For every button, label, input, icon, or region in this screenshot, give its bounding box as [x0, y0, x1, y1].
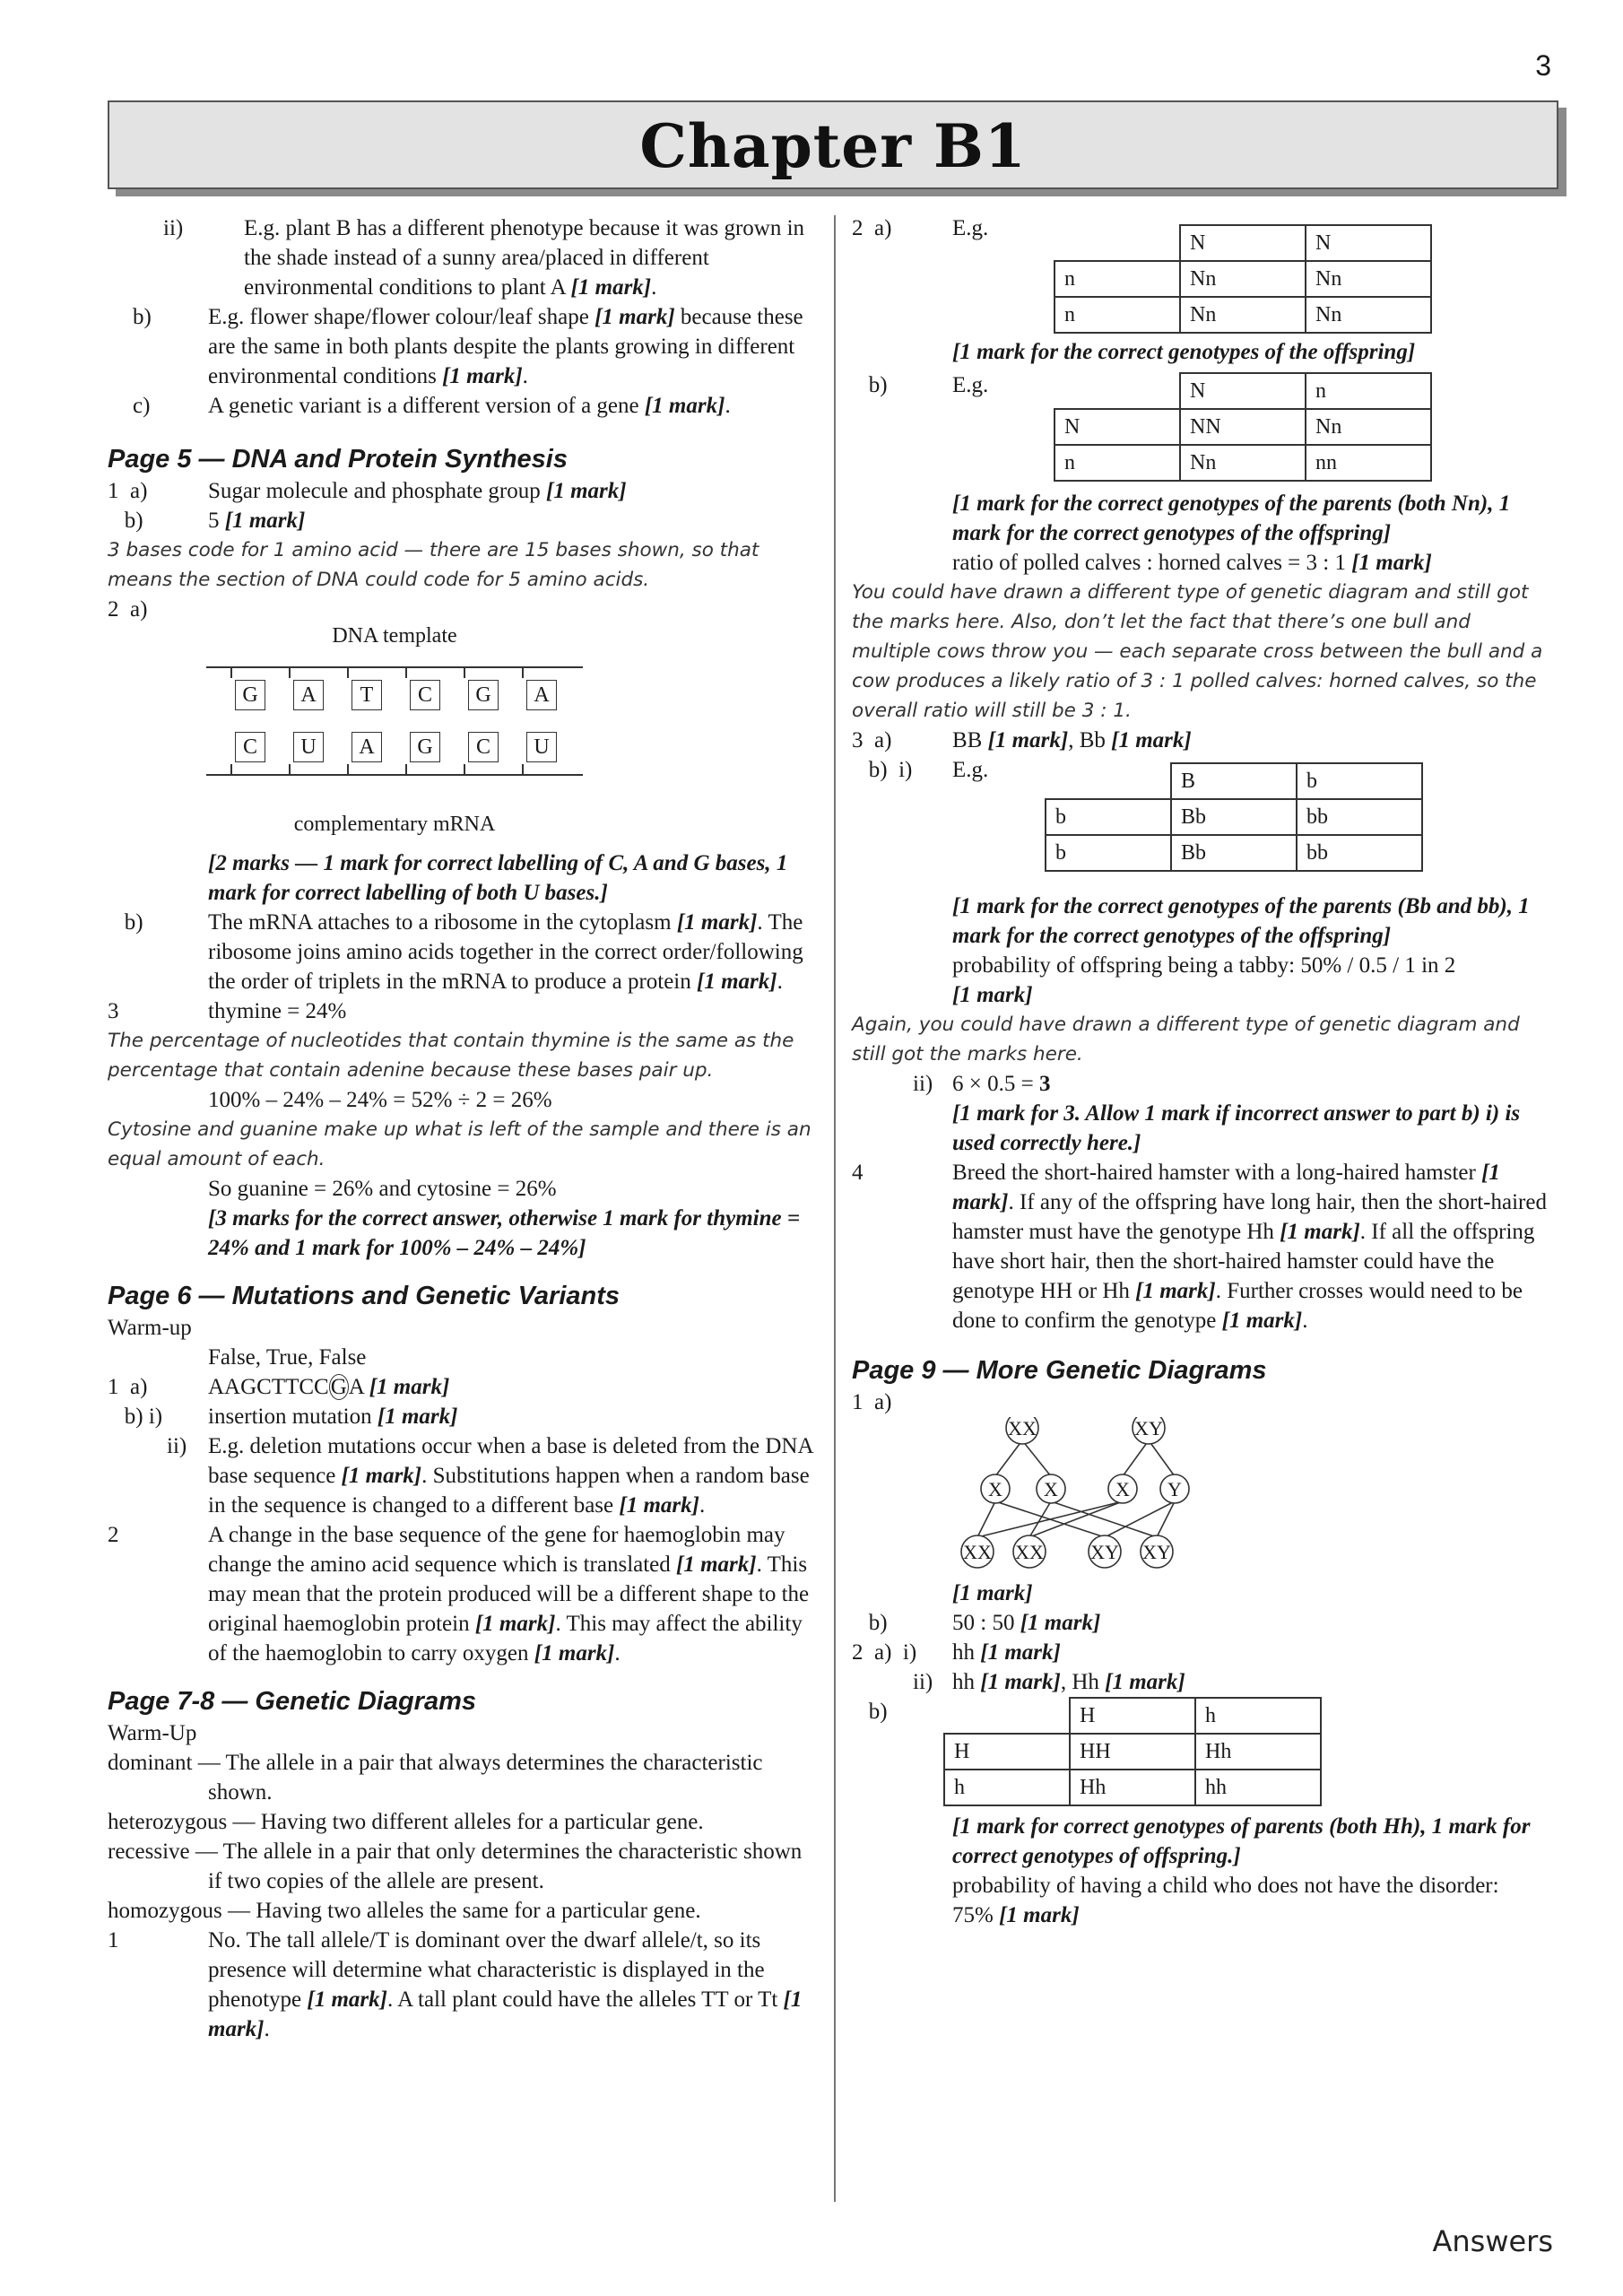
p5-1a: 1 a) Sugar molecule and phosphate group [1 mark]: [108, 479, 627, 503]
p78-1: 1 No. The tall allele/T is dominant over the dwarf allele/t, so its presence will determine what characteristic is displayed in the phenotype [1 mark]. A tall plant could have the alleles TT or Tt [1 mark].: [108, 1928, 803, 2041]
p5-3: 3 thymine = 24%: [108, 999, 347, 1023]
offspring-genotype: XY: [1142, 1541, 1171, 1563]
q3bi-marks: [1 mark for the correct genotypes of the parents (Bb and bb), 1 mark for the correct genotypes of the offspring]: [952, 894, 1530, 948]
gamete: X: [1044, 1478, 1058, 1500]
p6-warmup: Warm-up: [108, 1316, 192, 1340]
definition-heterozygous: heterozygous — Having two different alleles for a particular gene.: [108, 1810, 704, 1834]
p5-note-2: The percentage of nucleotides that contain thymine is the same as the percentage that contain adenine because these bases pair up.: [108, 1030, 794, 1082]
p9-2aii: ii) hh [1 mark], Hh [1 mark]: [913, 1670, 1185, 1694]
q3bi-mark: [1 mark]: [952, 983, 1033, 1007]
parent-genotype: XX: [1008, 1417, 1037, 1439]
p6-1a: 1 a) AAGCTTCCGA [1 mark]: [108, 1375, 450, 1399]
q3bi-probability: probability of offspring being a tabby: 50% / 0.5 / 1 in 2: [952, 953, 1456, 978]
punnett-square-3b: B b b Bb bb b Bb bb: [1045, 762, 1423, 872]
dna-base: A: [293, 680, 324, 710]
q3bii: ii) 6 × 0.5 = 3: [913, 1072, 1051, 1096]
p9-1a-mark: [1 mark]: [952, 1581, 1033, 1605]
dna-base: G: [468, 680, 499, 710]
q3a: 3 a) BB [1 mark], Bb [1 mark]: [852, 728, 1192, 752]
page9-heading: Page 9 — More Genetic Diagrams: [852, 1356, 1267, 1385]
p6-warmup-answer: False, True, False: [208, 1345, 367, 1370]
answer-b: b) E.g. flower shape/flower colour/leaf shape [1 mark] because these are the same in both plants despite the plants growing in different environmental conditions [1 mark].: [133, 305, 803, 388]
p9-1a: 1 a): [852, 1390, 892, 1414]
page5-heading: Page 5 — DNA and Protein Synthesis: [108, 445, 568, 474]
p5-2a-marks: [2 marks — 1 mark for correct labelling of C, A and G bases, 1 mark for correct labelling of both U bases.]: [208, 851, 788, 905]
q2b-block: b) E.g. N n N NN Nn n Nn nn: [852, 370, 1551, 489]
punnett-square-9b: H h H HH Hh h Hh hh: [943, 1697, 1322, 1806]
p78-warmup: Warm-Up: [108, 1721, 197, 1745]
gamete: X: [988, 1478, 1002, 1500]
sex-chromosome-cross: [950, 1417, 1551, 1578]
dna-base: C: [410, 680, 440, 710]
q2b-marks: [1 mark for the correct genotypes of the parents (both Nn), 1 mark for the correct genotypes of the offspring]: [952, 491, 1511, 545]
mrna-base: C: [235, 732, 265, 762]
definition-recessive: recessive — The allele in a pair that only determines the characteristic shown if two copies of the allele are present.: [108, 1839, 803, 1893]
left-column: [108, 213, 816, 2044]
q2-note: You could have drawn a different type of genetic diagram and still got the marks here. Also, don’t let the fact that there’s one bull and multiple cows throw you — each separate cross between the bull and a cow produces a likely ratio of 3 : 1 polled calves: horned calves, so the overall ratio will still be 3 : 1.: [852, 581, 1543, 722]
p9-2b-block: b) H h H HH Hh h Hh hh: [852, 1697, 1551, 1812]
p5-1b: b) 5 [1 mark]: [108, 509, 306, 533]
gamete: Y: [1167, 1478, 1182, 1500]
p5-note-1: 3 bases code for 1 amino acid — there are 15 bases shown, so that means the section of DNA could code for 5 amino acids.: [108, 539, 759, 591]
answer-ii: ii) E.g. plant B has a different phenotype because it was grown in the shade instead of a sunny area/placed in different environmental conditions to plant A [1 mark].: [163, 216, 805, 300]
p5-2b: b) The mRNA attaches to a ribosome in the cytoplasm [1 mark]. The ribosome joins amino acids together in the correct order/following the order of triplets in the mRNA to produce a protein [1 mark].: [108, 910, 803, 994]
p6-1bi: b) i) insertion mutation [1 mark]: [108, 1405, 458, 1429]
mrna-base: A: [352, 732, 382, 762]
page78-heading: Page 7-8 — Genetic Diagrams: [108, 1687, 476, 1716]
dna-mrna-label: complementary mRNA: [293, 813, 496, 836]
p6-1bii: ii) E.g. deletion mutations occur when a base is deleted from the DNA base sequence [1 mark]. Substitutions happen when a random base in the sequence is changed to a different base [1 mark].: [167, 1434, 813, 1518]
definition-homozygous: homozygous — Having two alleles the same for a particular gene.: [108, 1899, 701, 1923]
dna-template-label: DNA template: [332, 624, 457, 648]
dna-diagram: [206, 624, 583, 848]
parent-genotype: XY: [1134, 1417, 1163, 1439]
offspring-genotype: XX: [963, 1541, 992, 1563]
p9-2b-probability: probability of having a child who does not have the disorder:: [952, 1874, 1499, 1898]
p6-2: 2 A change in the base sequence of the gene for haemoglobin may change the amino acid sequence which is translated [1 mark]. This may mean that the protein produced will be a different shape to the original haemoglobin protein [1 mark]. This may affect the ability of the haemoglobin to carry oxygen [1 mark].: [108, 1523, 810, 1665]
page6-heading: Page 6 — Mutations and Genetic Variants: [108, 1282, 621, 1310]
q3bii-marks: [1 mark for 3. Allow 1 mark if incorrect answer to part b) i) is used correctly here.]: [952, 1101, 1521, 1155]
p5-3-marks: [3 marks for the correct answer, otherwise 1 mark for thymine = 24% and 1 mark for 100% – 24% – 24%]: [208, 1206, 801, 1260]
column-divider: [834, 215, 836, 2202]
page-number: 3: [1535, 49, 1551, 82]
p5-so: So guanine = 26% and cytosine = 26%: [208, 1177, 557, 1201]
gamete: X: [1115, 1478, 1130, 1500]
chapter-title: Chapter B1: [639, 111, 1027, 181]
p9-2ai: 2 a) i) hh [1 mark]: [852, 1640, 1061, 1665]
q2a-marks: [1 mark for the correct genotypes of the offspring]: [952, 340, 1416, 364]
footer-answers: Answers: [1432, 2224, 1553, 2258]
right-column: [852, 213, 1551, 1930]
mrna-base: C: [468, 732, 499, 762]
circled-base: G: [330, 1375, 347, 1399]
cross-lines: [950, 1417, 1237, 1578]
punnett-square-2a: N N n Nn Nn n Nn Nn: [1054, 224, 1432, 334]
mrna-base: G: [410, 732, 440, 762]
offspring-genotype: XY: [1090, 1541, 1119, 1563]
chapter-banner: [108, 100, 1558, 189]
p5-2a: 2 a): [108, 597, 148, 622]
p5-note-3: Cytosine and guanine make up what is left of the sample and there is an equal amount of each.: [108, 1118, 812, 1170]
q3-note: Again, you could have drawn a different type of genetic diagram and still got the marks here.: [852, 1013, 1520, 1065]
p9-2b-marks: [1 mark for correct genotypes of parents (both Hh), 1 mark for correct genotypes of offspring.]: [952, 1814, 1531, 1868]
q2a-block: 2 a) E.g. N N n Nn Nn n Nn Nn: [852, 213, 1551, 332]
punnett-square-2b: N n N NN Nn n Nn nn: [1054, 372, 1432, 482]
offspring-genotype: XX: [1015, 1541, 1044, 1563]
definition-dominant: dominant — The allele in a pair that always determines the characteristic shown.: [108, 1751, 763, 1805]
q3b-block: b) i) E.g. B b b Bb bb b Bb bb: [852, 755, 1551, 883]
dna-base: A: [526, 680, 557, 710]
dna-base: T: [352, 680, 382, 710]
mrna-base: U: [293, 732, 324, 762]
answer-c: c) A genetic variant is a different version of a gene [1 mark].: [133, 394, 731, 418]
p9-1b: b) 50 : 50 [1 mark]: [852, 1611, 1101, 1635]
dna-base: G: [235, 680, 265, 710]
mrna-base: U: [526, 732, 557, 762]
p5-calc: 100% – 24% – 24% = 52% ÷ 2 = 26%: [208, 1088, 552, 1112]
q2b-ratio: ratio of polled calves : horned calves = 3 : 1 [1 mark]: [952, 551, 1432, 575]
q4: 4 Breed the short-haired hamster with a long-haired hamster [1 mark]. If any of the offspring have long hair, then the short-haired hamster must have the genotype Hh [1 mark]. If all the offspring have short hair, then the short-haired hamster could have the genotype HH or Hh [1 mark]. Further crosses would need to be done to confirm the genotype [1 mark].: [852, 1161, 1547, 1333]
p9-2b-probability-value: 75% [1 mark]: [952, 1903, 1080, 1927]
